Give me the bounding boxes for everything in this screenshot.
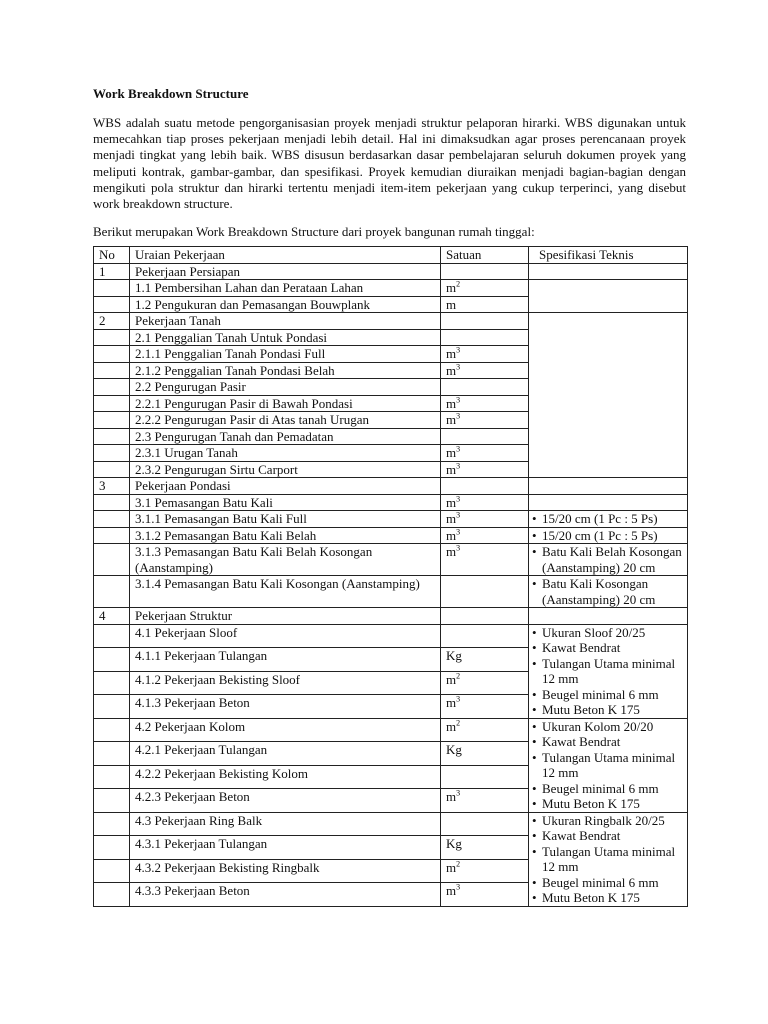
row-satuan — [441, 445, 529, 462]
row-no — [94, 718, 130, 742]
spec-item: • Beugel minimal 6 mm — [532, 875, 684, 891]
row-spesifikasi — [529, 313, 688, 478]
spec-item: • Tulangan Utama minimal 12 mm — [532, 656, 684, 687]
row-no — [94, 789, 130, 813]
row-satuan — [441, 412, 529, 429]
row-no — [94, 445, 130, 462]
row-no — [94, 836, 130, 860]
row-satuan — [441, 362, 529, 379]
row-no — [94, 624, 130, 648]
row-spesifikasi — [529, 718, 688, 812]
unit-base: Kg — [446, 742, 462, 758]
row-uraian: 4.3.1 Pekerjaan Tulangan — [130, 836, 441, 860]
spec-item: • Tulangan Utama minimal 12 mm — [532, 750, 684, 781]
unit-base: m — [446, 671, 457, 687]
row-no: 4 — [94, 608, 130, 625]
row-satuan — [441, 461, 529, 478]
row-satuan — [441, 624, 529, 648]
unit-exponent: 2 — [456, 859, 461, 869]
unit-exponent: 3 — [456, 445, 461, 455]
row-no — [94, 812, 130, 836]
table-header-row — [94, 247, 688, 264]
spec-item: • Batu Kali Kosongan (Aanstamping) 20 cm — [532, 576, 684, 607]
table-row — [94, 494, 688, 511]
table-row — [94, 718, 688, 742]
row-no — [94, 379, 130, 396]
row-satuan — [441, 608, 529, 625]
table-row — [94, 527, 688, 544]
row-satuan — [441, 296, 529, 313]
row-uraian: 2.3.2 Pengurugan Sirtu Carport — [130, 461, 441, 478]
unit-base: m — [446, 883, 457, 899]
spec-item: • 15/20 cm (1 Pc : 5 Ps) — [532, 511, 684, 527]
table-row — [94, 313, 688, 330]
spec-item: • Batu Kali Belah Kosongan (Aanstamping) 20 cm — [532, 544, 684, 575]
spec-item: • Beugel minimal 6 mm — [532, 781, 684, 797]
spec-item: • Ukuran Ringbalk 20/25 — [532, 813, 684, 829]
unit-base: m — [446, 859, 457, 875]
row-spesifikasi — [529, 494, 688, 511]
unit-base: m — [446, 789, 457, 805]
row-uraian: 4.2.3 Pekerjaan Beton — [130, 789, 441, 813]
table-row — [94, 280, 688, 297]
row-uraian: 4.1 Pekerjaan Sloof — [130, 624, 441, 648]
unit-base: m — [446, 362, 457, 378]
spec-list — [532, 625, 684, 718]
header-satuan: Satuan — [441, 247, 529, 264]
document-title: Work Breakdown Structure — [93, 86, 249, 101]
table-row — [94, 812, 688, 836]
row-satuan — [441, 883, 529, 907]
row-no — [94, 527, 130, 544]
row-no: 3 — [94, 478, 130, 495]
row-no — [94, 346, 130, 363]
intro-paragraph: WBS adalah suatu metode pengorganisasian proyek menjadi struktur pelaporan hirarki. WBS digunakan untuk memecahkan tiap proses pekerjaan menjadi lebih detail. Hal ini dimaksudkan agar proses perencanaan proyek menjadi tingkat yang lebih baik. WBS disusun berdasarkan dasar pembelajaran seluruh dokumen proyek yang meliputi kontrak, gambar-gambar, dan spesifikasi. Proyek kemudian diuraikan menjadi bagian-bagian dengan mengikuti pola struktur dan hirarki tertentu menjadi item-item pekerjaan yang cukup terperinci, yang disebut work breakdown structure. — [93, 115, 686, 212]
spec-item: • Kawat Bendrat — [532, 734, 684, 750]
row-no — [94, 648, 130, 672]
unit-base: m — [446, 511, 457, 527]
row-satuan — [441, 428, 529, 445]
row-no — [94, 671, 130, 695]
row-spesifikasi — [529, 544, 688, 576]
row-satuan — [441, 742, 529, 766]
row-no — [94, 412, 130, 429]
row-uraian: 2.1 Penggalian Tanah Untuk Pondasi — [130, 329, 441, 346]
row-no — [94, 362, 130, 379]
unit-exponent: 3 — [456, 695, 461, 705]
row-uraian: 4.3.3 Pekerjaan Beton — [130, 883, 441, 907]
unit-base: m — [446, 445, 457, 461]
row-no — [94, 695, 130, 719]
row-uraian: 2.3 Pengurugan Tanah dan Pemadatan — [130, 428, 441, 445]
document-page — [93, 86, 686, 907]
row-uraian: 3.1 Pemasangan Batu Kali — [130, 494, 441, 511]
row-no — [94, 742, 130, 766]
row-satuan — [441, 280, 529, 297]
row-spesifikasi — [529, 478, 688, 495]
unit-exponent: 3 — [456, 494, 461, 504]
unit-exponent: 2 — [456, 718, 461, 728]
row-no — [94, 494, 130, 511]
row-uraian: 1.2 Pengukuran dan Pemasangan Bouwplank — [130, 296, 441, 313]
row-uraian: 4.1.1 Pekerjaan Tulangan — [130, 648, 441, 672]
unit-base: m — [446, 280, 457, 296]
spec-item: • Ukuran Sloof 20/25 — [532, 625, 684, 641]
row-uraian: 4.2 Pekerjaan Kolom — [130, 718, 441, 742]
unit-exponent: 3 — [456, 412, 461, 422]
row-satuan — [441, 329, 529, 346]
row-no — [94, 428, 130, 445]
unit-base: m — [446, 412, 457, 428]
row-satuan — [441, 648, 529, 672]
spec-item: • Tulangan Utama minimal 12 mm — [532, 844, 684, 875]
row-uraian: 3.1.3 Pemasangan Batu Kali Belah Kosongan (Aanstamping) — [130, 544, 441, 576]
unit-exponent: 3 — [456, 544, 461, 554]
row-no — [94, 859, 130, 883]
unit-exponent: 3 — [456, 511, 461, 521]
row-uraian: 2.2.2 Pengurugan Pasir di Atas tanah Urugan — [130, 412, 441, 429]
row-no — [94, 576, 130, 608]
spec-item: • Ukuran Kolom 20/20 — [532, 719, 684, 735]
row-satuan — [441, 527, 529, 544]
spec-list — [532, 719, 684, 812]
row-satuan — [441, 789, 529, 813]
table-row — [94, 263, 688, 280]
unit-exponent: 3 — [456, 461, 461, 471]
row-spesifikasi — [529, 608, 688, 625]
row-uraian: 4.3 Pekerjaan Ring Balk — [130, 812, 441, 836]
row-no: 1 — [94, 263, 130, 280]
row-satuan — [441, 544, 529, 576]
row-satuan — [441, 346, 529, 363]
row-uraian: 2.3.1 Urugan Tanah — [130, 445, 441, 462]
row-uraian: 3.1.4 Pemasangan Batu Kali Kosongan (Aanstamping) — [130, 576, 441, 608]
row-no — [94, 544, 130, 576]
spec-list — [532, 511, 684, 527]
unit-base: m — [446, 718, 457, 734]
spec-list — [532, 576, 684, 607]
unit-exponent: 3 — [456, 527, 461, 537]
unit-base: m — [446, 494, 457, 510]
spec-item: • Mutu Beton K 175 — [532, 796, 684, 812]
unit-base: m — [446, 461, 457, 477]
row-uraian: 3.1.1 Pemasangan Batu Kali Full — [130, 511, 441, 528]
row-no — [94, 280, 130, 297]
unit-exponent: 3 — [456, 883, 461, 893]
spec-list — [532, 813, 684, 906]
row-satuan — [441, 576, 529, 608]
table-row — [94, 544, 688, 576]
row-uraian: 4.3.2 Pekerjaan Bekisting Ringbalk — [130, 859, 441, 883]
unit-base: m — [446, 395, 457, 411]
row-satuan — [441, 859, 529, 883]
row-spesifikasi — [529, 527, 688, 544]
row-uraian: Pekerjaan Pondasi — [130, 478, 441, 495]
row-spesifikasi — [529, 511, 688, 528]
table-row — [94, 608, 688, 625]
unit-base: m — [446, 527, 457, 543]
row-uraian: 4.1.3 Pekerjaan Beton — [130, 695, 441, 719]
row-satuan — [441, 478, 529, 495]
row-no: 2 — [94, 313, 130, 330]
spec-item: • Kawat Bendrat — [532, 640, 684, 656]
row-uraian: 2.1.1 Penggalian Tanah Pondasi Full — [130, 346, 441, 363]
table-row — [94, 576, 688, 608]
header-uraian: Uraian Pekerjaan — [130, 247, 441, 264]
row-satuan — [441, 395, 529, 412]
spec-item: • Beugel minimal 6 mm — [532, 687, 684, 703]
row-satuan — [441, 695, 529, 719]
table-row — [94, 478, 688, 495]
unit-exponent: 3 — [456, 362, 461, 372]
spec-item: • Mutu Beton K 175 — [532, 702, 684, 718]
wbs-table — [93, 246, 688, 907]
row-no — [94, 329, 130, 346]
header-no: No — [94, 247, 130, 264]
row-spesifikasi — [529, 624, 688, 718]
unit-exponent: 3 — [456, 346, 461, 356]
unit-exponent: 2 — [456, 671, 461, 681]
spec-item: • Mutu Beton K 175 — [532, 890, 684, 906]
table-intro-paragraph: Berikut merupakan Work Breakdown Structure dari proyek bangunan rumah tinggal: — [93, 224, 535, 240]
row-uraian: Pekerjaan Struktur — [130, 608, 441, 625]
row-uraian: 2.2 Pengurugan Pasir — [130, 379, 441, 396]
row-no — [94, 296, 130, 313]
row-no — [94, 461, 130, 478]
row-uraian: 4.1.2 Pekerjaan Bekisting Sloof — [130, 671, 441, 695]
row-satuan — [441, 494, 529, 511]
row-no — [94, 395, 130, 412]
row-no — [94, 765, 130, 789]
row-spesifikasi — [529, 812, 688, 906]
row-uraian: Pekerjaan Persiapan — [130, 263, 441, 280]
row-satuan — [441, 765, 529, 789]
table-row — [94, 511, 688, 528]
unit-base: Kg — [446, 648, 462, 664]
row-spesifikasi — [529, 576, 688, 608]
row-satuan — [441, 812, 529, 836]
spec-item: • 15/20 cm (1 Pc : 5 Ps) — [532, 528, 684, 544]
row-uraian: 2.1.2 Penggalian Tanah Pondasi Belah — [130, 362, 441, 379]
row-satuan — [441, 836, 529, 860]
row-satuan — [441, 671, 529, 695]
unit-exponent: 3 — [456, 395, 461, 405]
row-spesifikasi — [529, 280, 688, 313]
unit-base: m — [446, 346, 457, 362]
row-satuan — [441, 263, 529, 280]
row-spesifikasi — [529, 263, 688, 280]
row-no — [94, 511, 130, 528]
unit-base: m — [446, 695, 457, 711]
header-spesifikasi: Spesifikasi Teknis — [529, 247, 688, 264]
spec-item: • Kawat Bendrat — [532, 828, 684, 844]
row-uraian: 2.2.1 Pengurugan Pasir di Bawah Pondasi — [130, 395, 441, 412]
spec-list — [532, 544, 684, 575]
row-uraian: 4.2.2 Pekerjaan Bekisting Kolom — [130, 765, 441, 789]
row-uraian: 3.1.2 Pemasangan Batu Kali Belah — [130, 527, 441, 544]
table-row — [94, 624, 688, 648]
unit-exponent: 2 — [456, 280, 461, 290]
row-uraian: 4.2.1 Pekerjaan Tulangan — [130, 742, 441, 766]
row-satuan — [441, 718, 529, 742]
row-no — [94, 883, 130, 907]
row-satuan — [441, 379, 529, 396]
row-uraian: Pekerjaan Tanah — [130, 313, 441, 330]
unit-base: m — [446, 296, 457, 312]
row-uraian: 1.1 Pembersihan Lahan dan Perataan Lahan — [130, 280, 441, 297]
row-satuan — [441, 511, 529, 528]
unit-base: Kg — [446, 836, 462, 852]
spec-list — [532, 528, 684, 544]
unit-exponent: 3 — [456, 789, 461, 799]
row-satuan — [441, 313, 529, 330]
unit-base: m — [446, 544, 457, 560]
